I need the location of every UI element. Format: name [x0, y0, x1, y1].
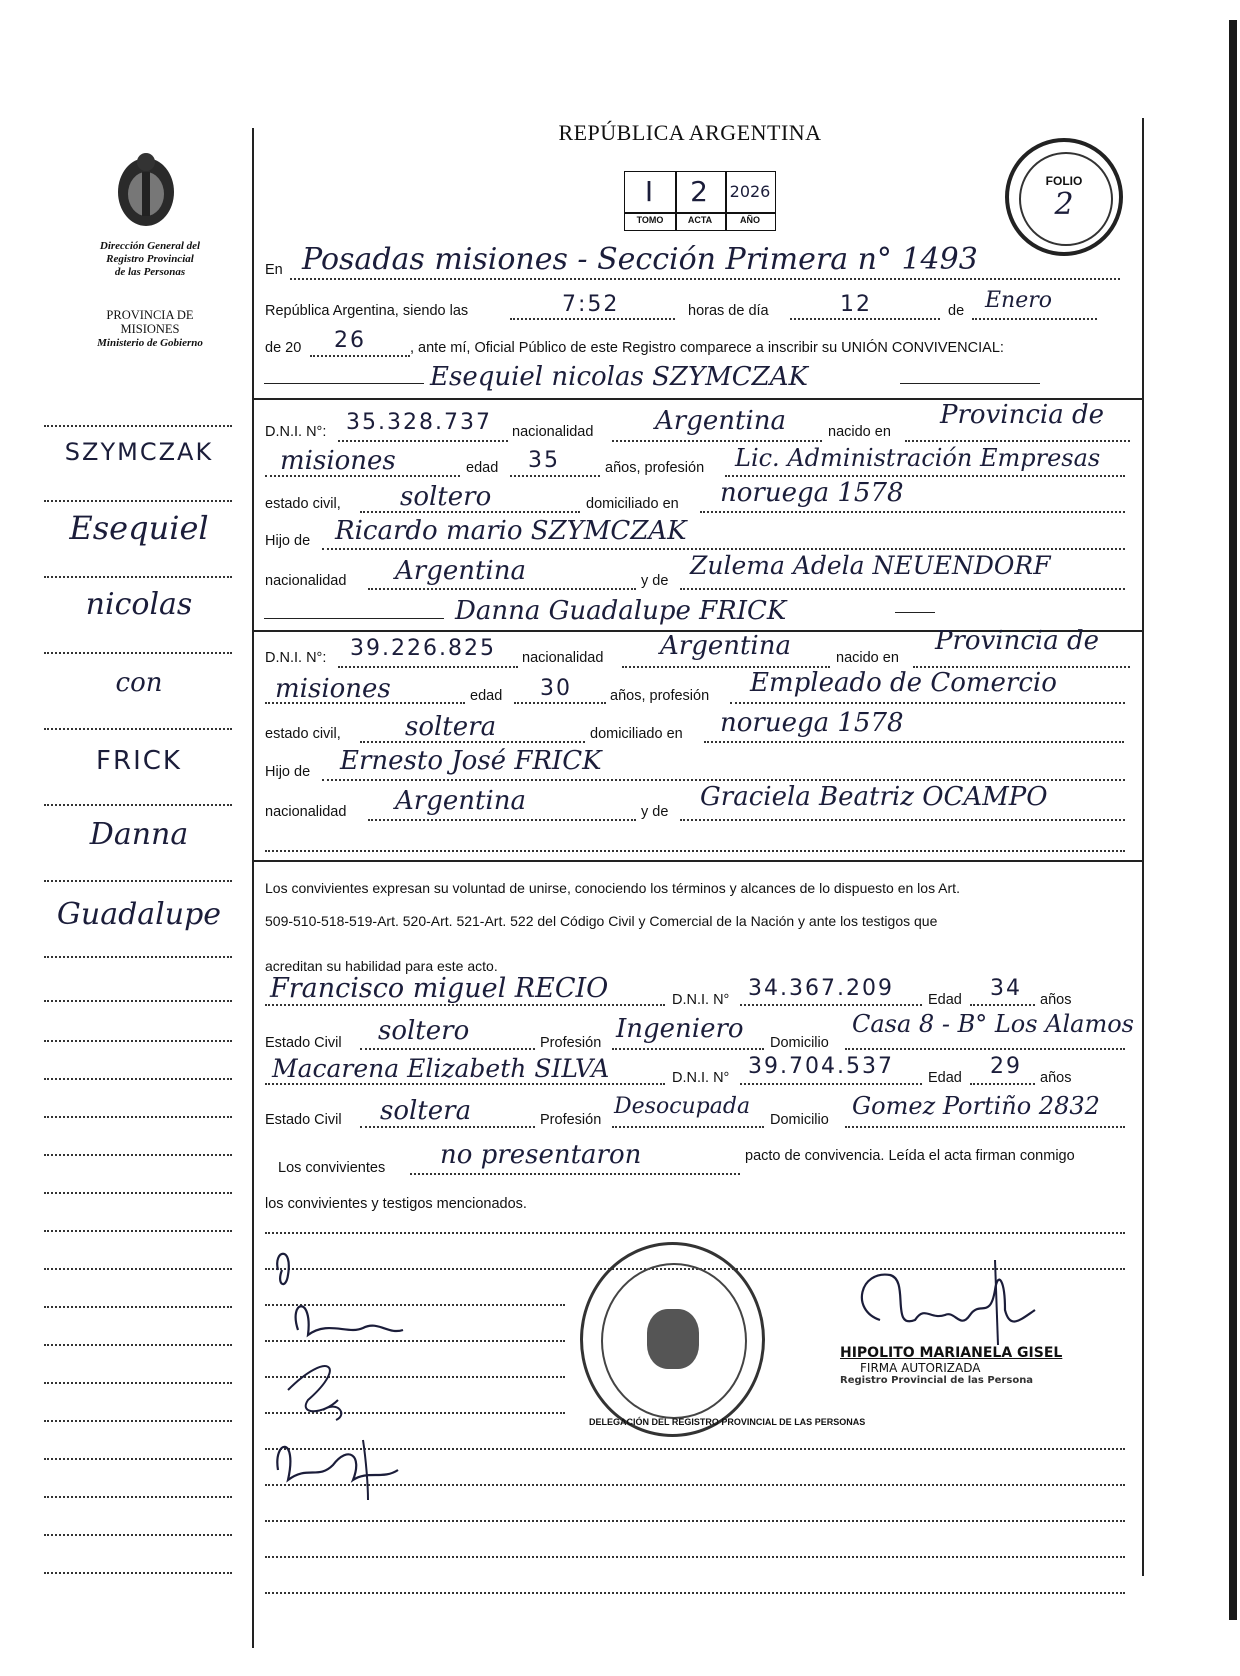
person1-domicilio: noruega 1578	[720, 478, 904, 508]
signature-block	[840, 1345, 1070, 1386]
person1-padre: Ricardo mario SZYMCZAK	[335, 516, 687, 546]
person1-padre-nacionalidad: Argentina	[395, 556, 526, 586]
person2-domicilio: noruega 1578	[720, 708, 904, 738]
margin-name-1: SZYMCZAK	[64, 438, 214, 466]
folio-stamp	[1005, 138, 1123, 256]
witness1-domicilio: Casa 8 - B° Los Alamos	[852, 1010, 1134, 1038]
witness1-name: Francisco miguel RECIO	[270, 973, 609, 1004]
acta-value: 2	[690, 175, 710, 208]
person1-nacido-en-2: misiones	[280, 446, 396, 476]
person2-name: Danna Guadalupe FRICK	[455, 596, 787, 626]
seal-text: DELEGACIÓN DEL REGISTRO PROVINCIAL DE LAS PERSONAS	[589, 1417, 866, 1427]
place-value: Posadas misiones - Sección Primera n° 1493	[302, 242, 978, 277]
closing-text: pacto de convivencia. Leída el acta firman conmigo	[745, 1148, 1075, 1164]
person1-name: Esequiel nicolas SZYMCZAK	[430, 362, 808, 392]
witness1-estado-civil: soltero	[378, 1016, 470, 1046]
person2-nacido-en-1: Provincia de	[935, 626, 1099, 656]
anio-value: 2026	[729, 182, 771, 201]
coat-of-arms-icon	[112, 150, 180, 230]
month-value: Enero	[985, 288, 1053, 313]
margin-name-7: Guadalupe	[56, 897, 222, 932]
declaration-line-1: Los convivientes expresan su voluntad de unirse, conociendo los términos y alcances de lo dispuesto en los Art.	[265, 880, 960, 896]
person1-nacido-en-1: Provincia de	[940, 400, 1104, 430]
province-name: PROVINCIA DE MISIONES Ministerio de Gobierno	[97, 308, 203, 349]
person2-dni: 39.226.825	[350, 636, 496, 661]
declaration-line-3: acreditan su habilidad para este acto.	[265, 958, 498, 974]
acta-box	[624, 171, 776, 231]
tomo-label: TOMO	[636, 215, 664, 225]
left-column-border	[252, 128, 254, 1648]
witness1-dni: 34.367.209	[748, 976, 894, 1001]
day-value: 12	[840, 292, 872, 317]
document-page: Dirección General del Registro Provincial de las Personas PROVINCIA DE MISIONES Ministerio de Gobierno REPÚBLICA ARGENTINA I 2 2026 TOMO ACTA AÑO FOLIO 2 En Posadas misiones - Sección Primera n° 1493 República Argentina, siendo las 7:52 horas de día 12 de Enero de 20 26 , ante mí, Oficial Público de este Registro comparece a inscribir su UNIÓN CONVIVENCIAL: Esequiel nicolas SZYMCZAK D.N.I. N°: 35.328.737 nacionalidad Argentina nacido en Provincia de misiones edad 35 años, profesión Lic. Administración Empresas estado civil, soltero domiciliado en noruega 1578 Hijo de Ricardo mario SZYMCZAK nacionalidad Argentina y de Zulema Adela NEUENDORF Danna Guadalupe FRICK D.N.I. N°: 39.226.825 nacionalidad Argentina nacido en Provincia de misiones edad 30 años, profesión Empleado de Comercio estado civil, soltera domiciliado en noruega 1578 Hijo de Ernesto José FRICK nacionalidad Argentina y de Graciela Beatriz OCAMPO Los convivientes expresan su voluntad de unirse, conociendo los términos y alcances de lo dispuesto en los Art. 509-510-518-519-Art. 520-Art. 521-Art. 522 del Código Civil y Comercial de la Nación y ante los testigos que acreditan su habilidad para este acto. Francisco miguel RECIO D.N.I. N° 34.367.209 Edad 34 años Estado Civil soltero Profesión Ingeniero Domicilio Casa 8 - B° Los Alamos Macarena Elizabeth SILVA D.N.I. N° 39.704.537 Edad 29 años Estado Civil soltera Profesión Desocupada Domicilio Gomez Portiño 2832 Los convivientes no presentaron pacto de convivencia. Leída el acta firman conmigo los convivientes y testigos mencionados. DELEGACIÓN DEL REGISTRO PROVINCIAL DE LAS PERSONAS HIPOLITO MARIANELA GISEL FIRMA AUTORIZADA Registro Provincial de las Persona SZYMCZAK Esequiel nicolas con FRICK Danna Guadalupe	[0, 0, 1240, 1676]
scan-edge	[1229, 20, 1237, 1620]
person2-nacido-en-2: misiones	[275, 674, 391, 704]
margin-name-5: FRICK	[96, 746, 182, 776]
witness2-edad: 29	[990, 1054, 1022, 1079]
time-value: 7:52	[562, 292, 620, 317]
margin-name-3: nicolas	[85, 587, 193, 622]
anio-label: AÑO	[740, 215, 760, 225]
witness1-profesion: Ingeniero	[616, 1014, 744, 1044]
right-column-border	[1142, 118, 1144, 1576]
person2-padre: Ernesto José FRICK	[340, 746, 602, 776]
person2-nacionalidad: Argentina	[660, 631, 791, 661]
margin-name-2: Esequiel	[69, 509, 209, 547]
official-office: Registro Provincial de las Persona	[840, 1375, 1034, 1386]
person1-dni: 35.328.737	[346, 410, 492, 435]
folio-label: FOLIO	[1045, 174, 1083, 188]
witness2-estado-civil: soltera	[380, 1096, 472, 1126]
official-role: FIRMA AUTORIZADA	[860, 1361, 981, 1375]
year-value: 26	[334, 328, 366, 353]
witness2-profesion: Desocupada	[614, 1094, 751, 1119]
witness2-name: Macarena Elizabeth SILVA	[272, 1054, 610, 1083]
person1-nacionalidad: Argentina	[655, 406, 786, 436]
official-seal	[580, 1242, 866, 1437]
witness2-dni: 39.704.537	[748, 1054, 894, 1079]
folio-value: 2	[1054, 187, 1074, 222]
official-name: HIPOLITO MARIANELA GISEL	[840, 1345, 1063, 1361]
person1-profesion: Lic. Administración Empresas	[735, 444, 1101, 472]
person2-profesion: Empleado de Comercio	[750, 668, 1057, 698]
person1-edad: 35	[528, 448, 560, 473]
closing-line-2: los convivientes y testigos mencionados.	[265, 1196, 527, 1212]
person1-estado-civil: soltero	[400, 482, 492, 512]
convivientes-signatures	[268, 1240, 448, 1540]
person1-madre: Zulema Adela NEUENDORF	[690, 551, 1051, 580]
acta-label: ACTA	[687, 215, 713, 225]
margin-name-6: Danna	[89, 817, 189, 852]
pacto-value: no presentaron	[440, 1140, 642, 1170]
witness1-edad: 34	[990, 976, 1022, 1001]
margin-name-4: con	[115, 668, 163, 698]
person2-madre: Graciela Beatriz OCAMPO	[700, 782, 1048, 812]
person2-padre-nacionalidad: Argentina	[395, 786, 526, 816]
declaration-line-2: 509-510-518-519-Art. 520-Art. 521-Art. 522 del Código Civil y Comercial de la Nación y ante los testigos que	[265, 913, 938, 929]
authority-name: Dirección General del Registro Provincial de las Personas	[99, 240, 201, 278]
page-title: REPÚBLICA ARGENTINA	[558, 120, 822, 145]
witness2-domicilio: Gomez Portiño 2832	[852, 1092, 1100, 1120]
person2-estado-civil: soltera	[405, 712, 497, 742]
person2-edad: 30	[540, 676, 572, 701]
tomo-value: I	[644, 175, 656, 208]
